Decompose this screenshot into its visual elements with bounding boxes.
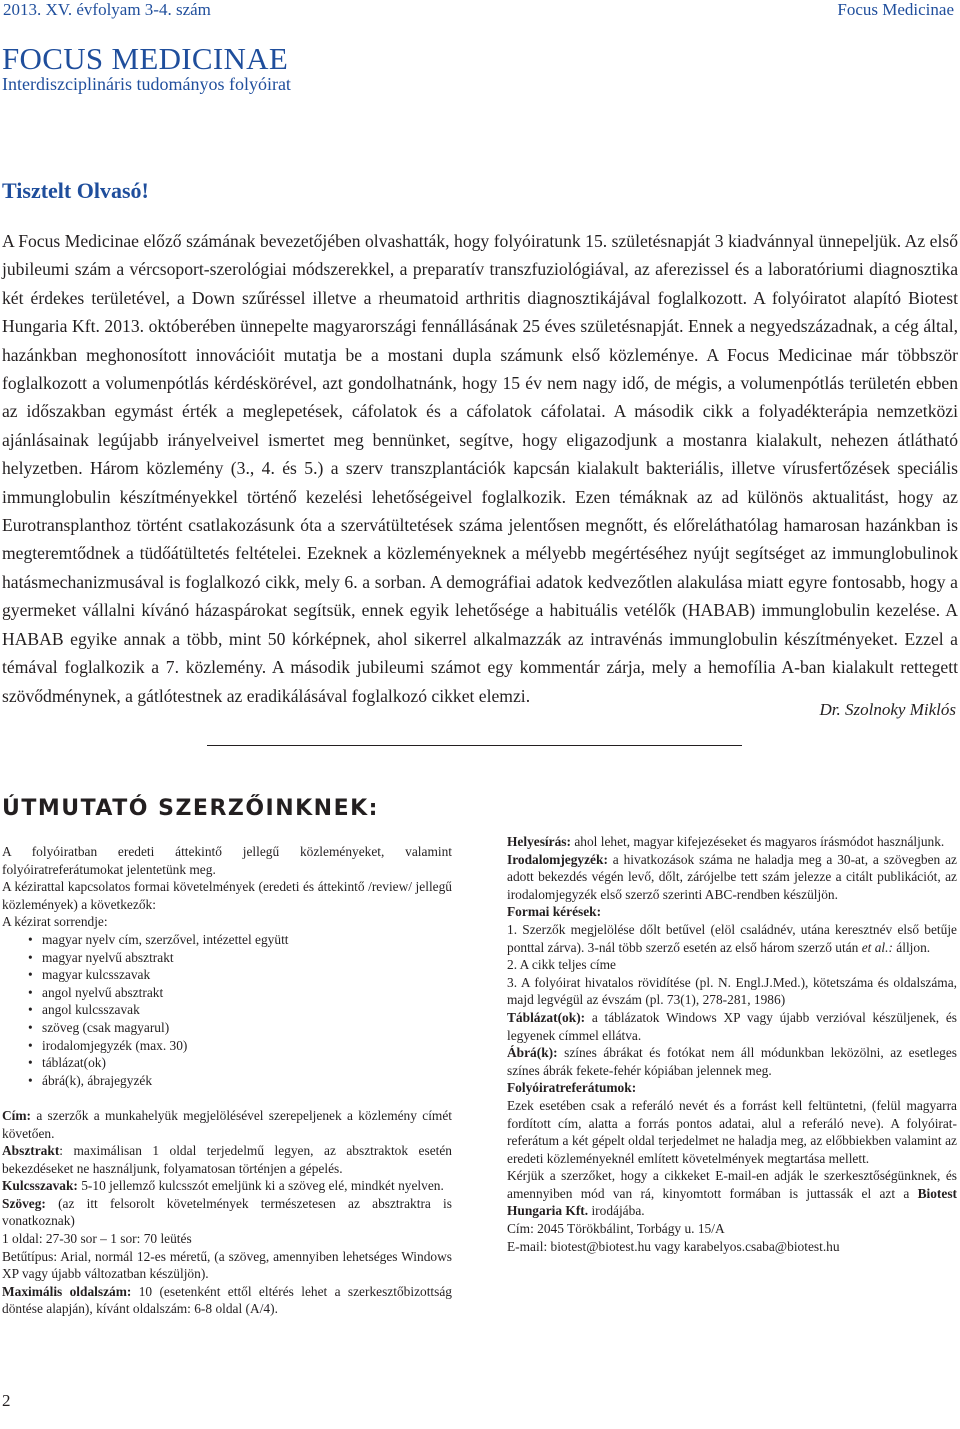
rule-text: a táblázatok Windows XP vagy újabb verzióval készüljenek, és legyenek címmel ellátva.: [507, 1009, 957, 1043]
references-rule: [507, 851, 957, 904]
manuscript-order-label: A kézirat sorrendje:: [2, 914, 108, 930]
journal-abstracts-label: [507, 1079, 957, 1097]
keywords-rule: [2, 1177, 452, 1195]
guide-intro-1: A folyóiratban eredeti áttekintő jellegű közleményeket, valamint folyóiratreferátumokat jelentetünk meg.: [2, 844, 452, 877]
formal-request-1: [507, 921, 957, 956]
rule-label: Kulcsszavak:: [2, 1178, 78, 1194]
rule-text: 10 (esetenként ettől eltérés lehet a szerkesztőbizottság döntése alapján), kívánt oldalszám: 6-8 oldal (A/4).: [2, 1283, 452, 1317]
submission-request: [507, 1167, 957, 1220]
abstract-rule: [2, 1142, 452, 1177]
running-header-left: 2013. XV. évfolyam 3-4. szám: [3, 0, 211, 19]
rule-text: színes ábrákat és fotókat nem áll módunkban leközölni, az esetleges színes ábrák fekete-fehér kópiában jelennek meg.: [507, 1045, 957, 1078]
manuscript-order-list: [2, 931, 452, 1089]
journal-abstracts-text: Ezek esetében csak a referáló nevét és a forrást kell feltüntetni, (felül magyarra fordított cím, alatta a forrás pontos adatai, alul a referáló neve). A folyóirat-referátum a két gépelt oldal terjedelmet ne haladja meg, az előbbiekben valamint az eredeti közleményeknél említett követelmények megtartása mellett.: [507, 1097, 957, 1166]
rule-label: Helyesírás:: [507, 834, 571, 849]
rule-text: irodájába.: [588, 1203, 645, 1219]
rule-text: Kérjük a szerzőket, hogy a cikkeket E-mail-en adják le szerkesztőségünknek, és amennyiben mód van rá, kinyomtott formában is juttassák el azt a: [507, 1168, 957, 1201]
rule-label: Ábrá(k):: [507, 1045, 558, 1061]
rule-label: Szöveg:: [2, 1195, 46, 1211]
list-item: • magyar nyelv cím, szerzővel, intézettel együtt: [42, 931, 452, 949]
page-format-rule: 1 oldal: 27-30 sor – 1 sor: 70 leütés: [2, 1231, 192, 1247]
rule-label: Táblázat(ok):: [507, 1009, 586, 1025]
page-number: 2: [2, 1391, 11, 1410]
spacer: [2, 1089, 452, 1107]
postal-address: Cím: 2045 Törökbálint, Torbágy u. 15/A: [507, 1221, 725, 1237]
rule-text: a hivatkozások száma ne haladja meg a 30-at, a szövegben az adott bekezdés végén levő, dőlt, zárójelbe tett szám jelezze a citált publikációt, az irodalomjegyzék első szerző szerinti ABC-rendben készüljön.: [507, 851, 957, 902]
rule-text: 5-10 jellemző kulcsszót emeljünk ki a szöveg elé, mindkét nyelven.: [77, 1178, 444, 1194]
rule-label: Cím:: [2, 1107, 32, 1123]
spelling-rule: [507, 833, 957, 851]
journal-subtitle: Interdiszciplináris tudományos folyóirat: [2, 74, 291, 94]
section-divider: [207, 745, 742, 746]
editorial-signature: Dr. Szolnoky Miklós: [819, 700, 956, 719]
list-item: • magyar nyelvű absztrakt: [42, 949, 452, 967]
max-pages-rule: [2, 1283, 452, 1318]
company-name: Biotest Hungaria Kft.: [507, 1185, 957, 1219]
list-item: • irodalomjegyzék (max. 30): [42, 1037, 452, 1055]
list-item: • szöveg (csak magyarul): [42, 1019, 452, 1037]
title-rule: [2, 1107, 452, 1142]
rule-text: ahol lehet, magyar kifejezéseket és magyaros írásmódot használjunk.: [570, 834, 945, 849]
editorial-greeting: Tisztelt Olvasó!: [2, 178, 149, 203]
formal-request-3: 3. A folyóirat hivatalos rövidítése (pl. N. Engl.J.Med.), kötetszáma és oldalszáma, majd legvégül az évszám (pl. 73(1), 278-281, 1986): [507, 974, 957, 1008]
guide-intro-2: A kézirattal kapcsolatos formai követelmények (eredeti és áttekintő /review/ jellegű közlemények) a következők:: [2, 879, 452, 912]
rule-label: Folyóiratreferátumok:: [507, 1080, 637, 1096]
list-item: • ábrá(k), ábrajegyzék: [42, 1072, 452, 1090]
guide-left-column: [2, 843, 452, 1318]
guide-right-column: [507, 833, 957, 1255]
rule-label: Irodalomjegyzék:: [507, 851, 608, 867]
rule-text: 1. Szerzők megjelölése dőlt betűvel (elöl családnév, utána keresztnév első betűje ponttal zárva). 3-nál több szerző esetén az első három szerző után: [507, 921, 957, 955]
list-item: • angol nyelvű absztrakt: [42, 984, 452, 1002]
rule-text-italic: et al.:: [861, 939, 893, 955]
list-item: • magyar kulcsszavak: [42, 966, 452, 984]
running-header-right: Focus Medicinae: [837, 0, 954, 19]
rule-text: (az itt felsorolt követelmények természetesen az absztraktra is vonatkoznak): [2, 1195, 452, 1229]
font-rule: Betűtípus: Arial, normál 12-es méretű, (a szöveg, amennyiben lehetséges Windows XP vagy újabb változatban készüljön).: [2, 1248, 452, 1282]
text-rule: [2, 1195, 452, 1230]
rule-text: a szerzők a munkahelyük megjelölésével szerepeljenek a közlemény címét követően.: [2, 1107, 452, 1141]
figures-rule: [507, 1044, 957, 1079]
formal-request-2: 2. A cikk teljes címe: [507, 957, 616, 973]
list-item: • táblázat(ok): [42, 1054, 452, 1072]
rule-label: Formai kérések:: [507, 904, 602, 920]
email-address: E-mail: biotest@biotest.hu vagy karabelyos.csaba@biotest.hu: [507, 1238, 840, 1254]
rule-label: Maximális oldalszám:: [2, 1283, 132, 1299]
rule-text: álljon.: [892, 939, 931, 955]
rule-text: : maximálisan 1 oldal terjedelmű legyen, az absztraktok esetén bekezdéseket ne használjunk, folyamatosan történjen a gépelés.: [2, 1143, 452, 1176]
list-item: • angol kulcsszavak: [42, 1001, 452, 1019]
tables-rule: [507, 1009, 957, 1044]
editorial-body: A Focus Medicinae előző számának bevezetőjében olvashatták, hogy folyóiratunk 15. születésnapját 3 kiadvánnyal ünnepeljük. Az első jubileumi szám a vércsoport-szerológiai módszerekkel, a preparatív transzfuziológiával, az aferezissel és a laboratóriumi diagnosztika két érdekes területével, a Down szűréssel illetve a rheumatoid arthritis diagnosztikájával foglalkozott. A folyóiratot alapító Biotest Hungaria Kft. 2013. októberében ünnepelte magyarországi fennállásának 25 éves születésnapját. Ennek a negyedszázadnak, a cég által, hazánkban meghonosított innovációit mutatja be a mostani dupla számunk első közleménye. A Focus Medicinae már többször foglalkozott a volumenpótlás kérdéskörével, azt gondolhatnánk, hogy 15 év nem nagy idő, de mégis, a volumenpótlás területén ebben az időszakban egymást érték a meglepetések, cáfolatok és a cáfolatok cáfolatai. A második cikk a folyadékterápia nemzetközi ajánlásainak legújabb irányelveivel ismertet meg bennünket, segítve, hogy eligazodjunk a mostanra kialakult, nehezen átlátható helyzetben. Három közlemény (3., 4. és 5.) a szerv transzplantációk kapcsán kialakult bakteriális, illetve vírusfertőzések speciális immunglobulin készítményekkel történő kezelési lehetőségeivel foglalkozik. Ezen témáknak az ad különös aktualitást, hogy az Eurotransplanthoz történt csatlakozásunk óta a szervátültetések száma jelentősen megnőtt, és előreláthatólag hamarosan hazánkban is megteremtődnek a tüdőátültetés feltételei. Ezeknek a közleményeknek a mélyebb megértéséhez nyújt segítséget az immunglobulinok hatásmechanizmusával is foglalkozó cikk, mely 6. a sorban. A demográfiai adatok kedvezőtlen alakulása miatt egyre fontosabb, hogy a gyermeket vállalni kívánó házaspárokat segítsük, ennek egyik lehetősége a habituális vetélők (HABAB) immunglobulin kezelése. A HABAB egyike annak a több, mint 50 kórképnek, ahol sikerrel alkalmazzák az intravénás immunglobulin készítményeket. Ezzel a témával foglalkozik a 7. közlemény. A második jubileumi számot egy kommentár zárja, mely a hemofília A-ban kialakult rettegett szövődménynek, a gátlótestnek az eradikálásával foglalkozó cikket elemzi.: [2, 231, 958, 706]
guide-title: ÚTMUTATÓ SZERZŐINKNEK:: [2, 796, 379, 821]
rule-label: Absztrakt: [2, 1143, 60, 1159]
journal-title: FOCUS MEDICINAE: [2, 41, 289, 76]
formal-requests-label: [507, 903, 957, 921]
